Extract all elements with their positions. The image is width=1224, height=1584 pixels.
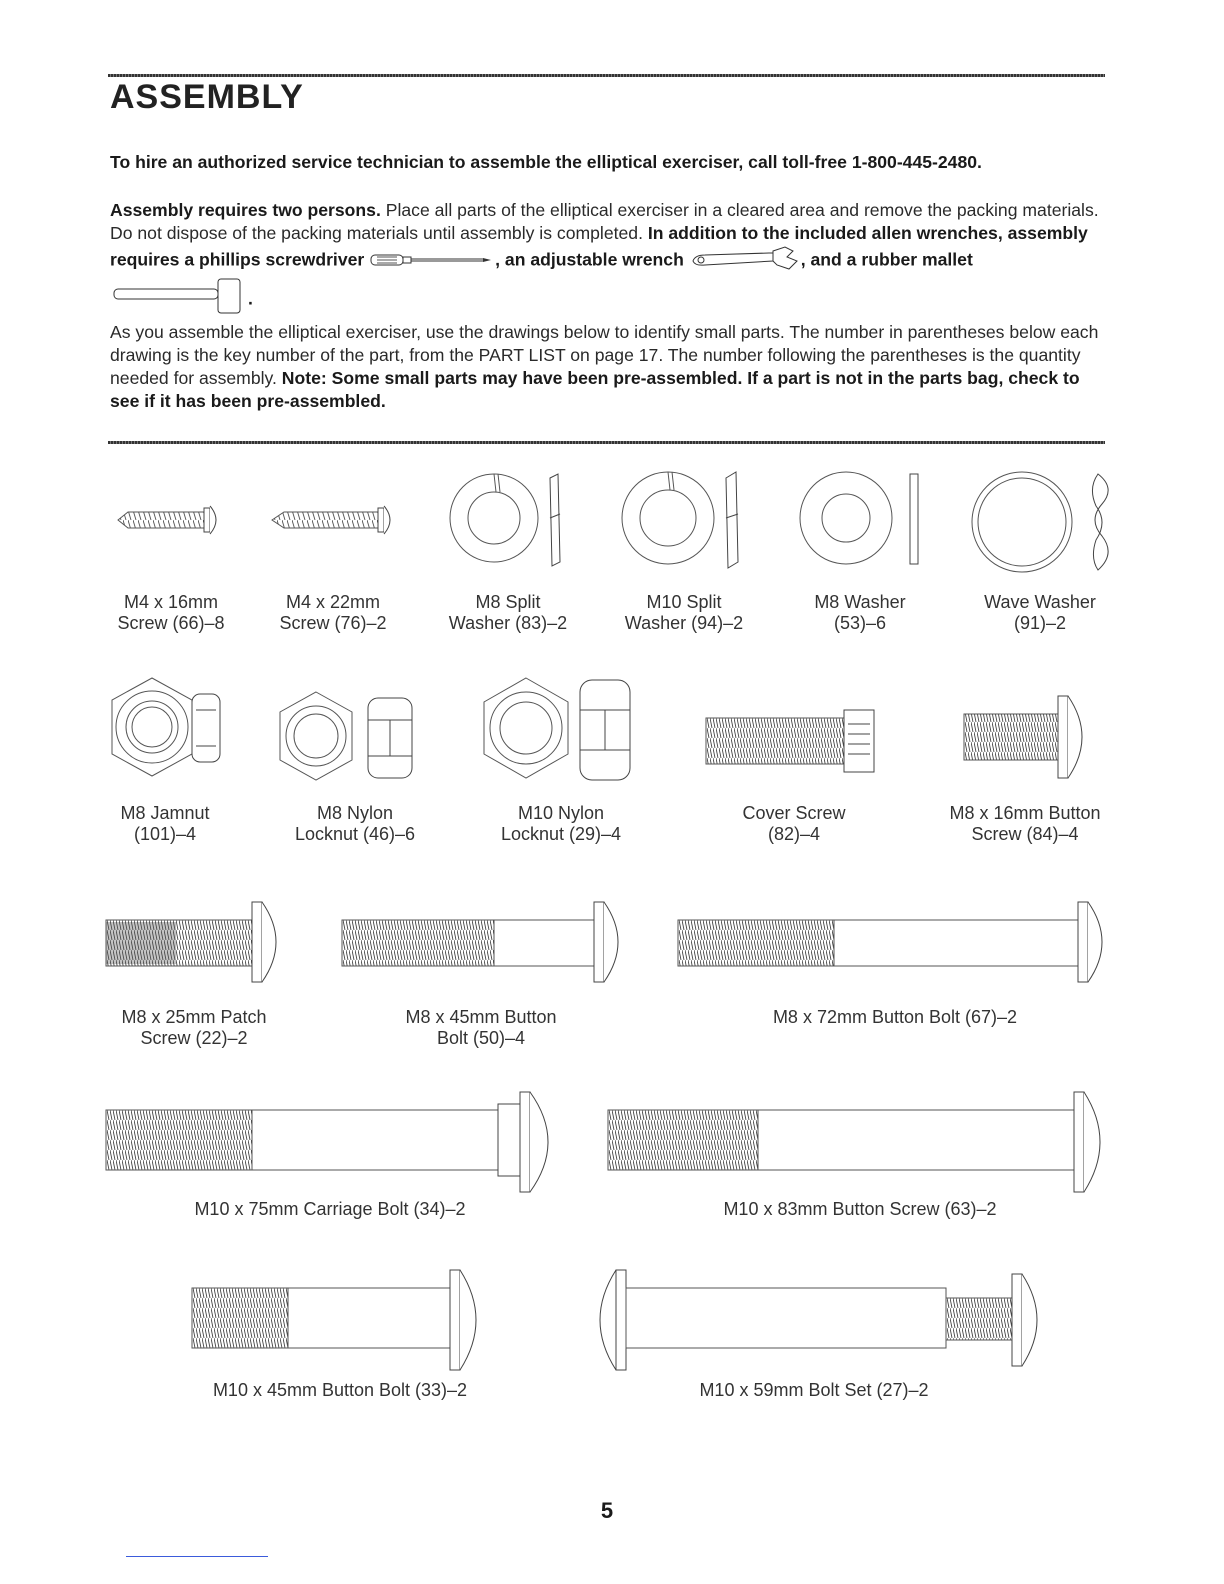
m10-nylon-locknut-icon — [480, 676, 650, 791]
m4x22-screw-icon — [272, 500, 396, 545]
parts-instructions — [110, 321, 1110, 413]
part-label: M10 Split Washer (94)–2 — [624, 592, 744, 633]
part-label: M8 x 45mm Button Bolt (50)–4 — [405, 1007, 557, 1048]
two-persons-text: Assembly requires two persons. — [110, 200, 381, 220]
assembly-requirements — [110, 199, 1110, 323]
mallet-text: , and a rubber mallet — [800, 249, 973, 270]
wave-washer-icon — [970, 470, 1120, 579]
m10x75-carriage-bolt-icon — [104, 1090, 564, 1199]
part-label: M8 x 16mm Button Screw (84)–4 — [949, 803, 1101, 844]
part-label: M4 x 16mm Screw (66)–8 — [117, 592, 225, 633]
part-label: M4 x 22mm Screw (76)–2 — [279, 592, 387, 633]
part-label: M8 Nylon Locknut (46)–6 — [294, 803, 416, 844]
cover-screw-icon — [704, 708, 884, 779]
top-rule — [108, 74, 1105, 77]
part-label: M10 x 45mm Button Bolt (33)–2 — [212, 1380, 468, 1400]
m8-nylon-locknut-icon — [276, 690, 426, 791]
m8x72-button-bolt-icon — [676, 900, 1112, 989]
m10-split-washer-icon — [618, 470, 748, 575]
m8-split-washer-icon — [446, 470, 576, 575]
m8x16-button-screw-icon — [962, 692, 1094, 787]
part-label: M8 Jamnut (101)–4 — [120, 803, 210, 844]
m10x59-bolt-set-icon — [590, 1268, 1050, 1377]
footer-line — [126, 1556, 268, 1557]
m10x45-button-bolt-icon — [190, 1268, 490, 1377]
assembly-end-text: . — [248, 288, 253, 309]
m8x25-patch-screw-icon — [104, 900, 284, 989]
rubber-mallet-icon — [110, 277, 248, 323]
part-label: M10 x 83mm Button Screw (63)–2 — [723, 1199, 997, 1219]
hire-notice — [110, 151, 1110, 174]
m8x45-button-bolt-icon — [340, 900, 630, 989]
tools-text: In addition to the included allen wrenches, assembly requires a phillips screwdriver — [110, 223, 1088, 270]
wrench-text: , an adjustable wrench — [495, 249, 684, 270]
part-label: Cover Screw (82)–4 — [742, 803, 846, 844]
part-label: M10 Nylon Locknut (29)–4 — [500, 803, 622, 844]
page-number: 5 — [600, 1498, 614, 1523]
page-title: ASSEMBLY — [110, 78, 304, 116]
screwdriver-icon — [369, 250, 495, 273]
section-rule — [108, 441, 1105, 444]
part-label: M10 x 59mm Bolt Set (27)–2 — [699, 1380, 929, 1400]
preassembled-note: Note: Some small parts may have been pre-assembled. If a part is not in the parts bag, check to see if it has been pre-assembled. — [110, 368, 1080, 411]
hire-notice-text: To hire an authorized service technician to assemble the elliptical exerciser, call toll-free 1-800-445-2480. — [110, 152, 982, 172]
requirements-text: Place all parts of the elliptical exerciser in a cleared area and remove the packing materials. Do not dispose of the packing materials until assembly is completed. — [110, 200, 1099, 243]
m8-jamnut-icon — [106, 676, 236, 791]
part-label: M8 x 72mm Button Bolt (67)–2 — [772, 1007, 1018, 1027]
part-label: M8 Split Washer (83)–2 — [448, 592, 568, 633]
part-label: M10 x 75mm Carriage Bolt (34)–2 — [194, 1199, 466, 1219]
parts-instructions-text: As you assemble the elliptical exerciser, use the drawings below to identify small parts. The number in parentheses below each drawing is the key number of the part, from the PART LIST on page 17. The number following the parentheses is the quantity needed for assembly. — [110, 322, 1099, 388]
adjustable-wrench-icon — [689, 245, 801, 277]
part-label: M8 Washer (53)–6 — [814, 592, 906, 633]
m4x16-screw-icon — [118, 500, 224, 545]
m10x83-button-screw-icon — [606, 1090, 1114, 1199]
part-label: M8 x 25mm Patch Screw (22)–2 — [121, 1007, 267, 1048]
part-label: Wave Washer (91)–2 — [984, 592, 1096, 633]
m8-washer-icon — [798, 470, 928, 575]
